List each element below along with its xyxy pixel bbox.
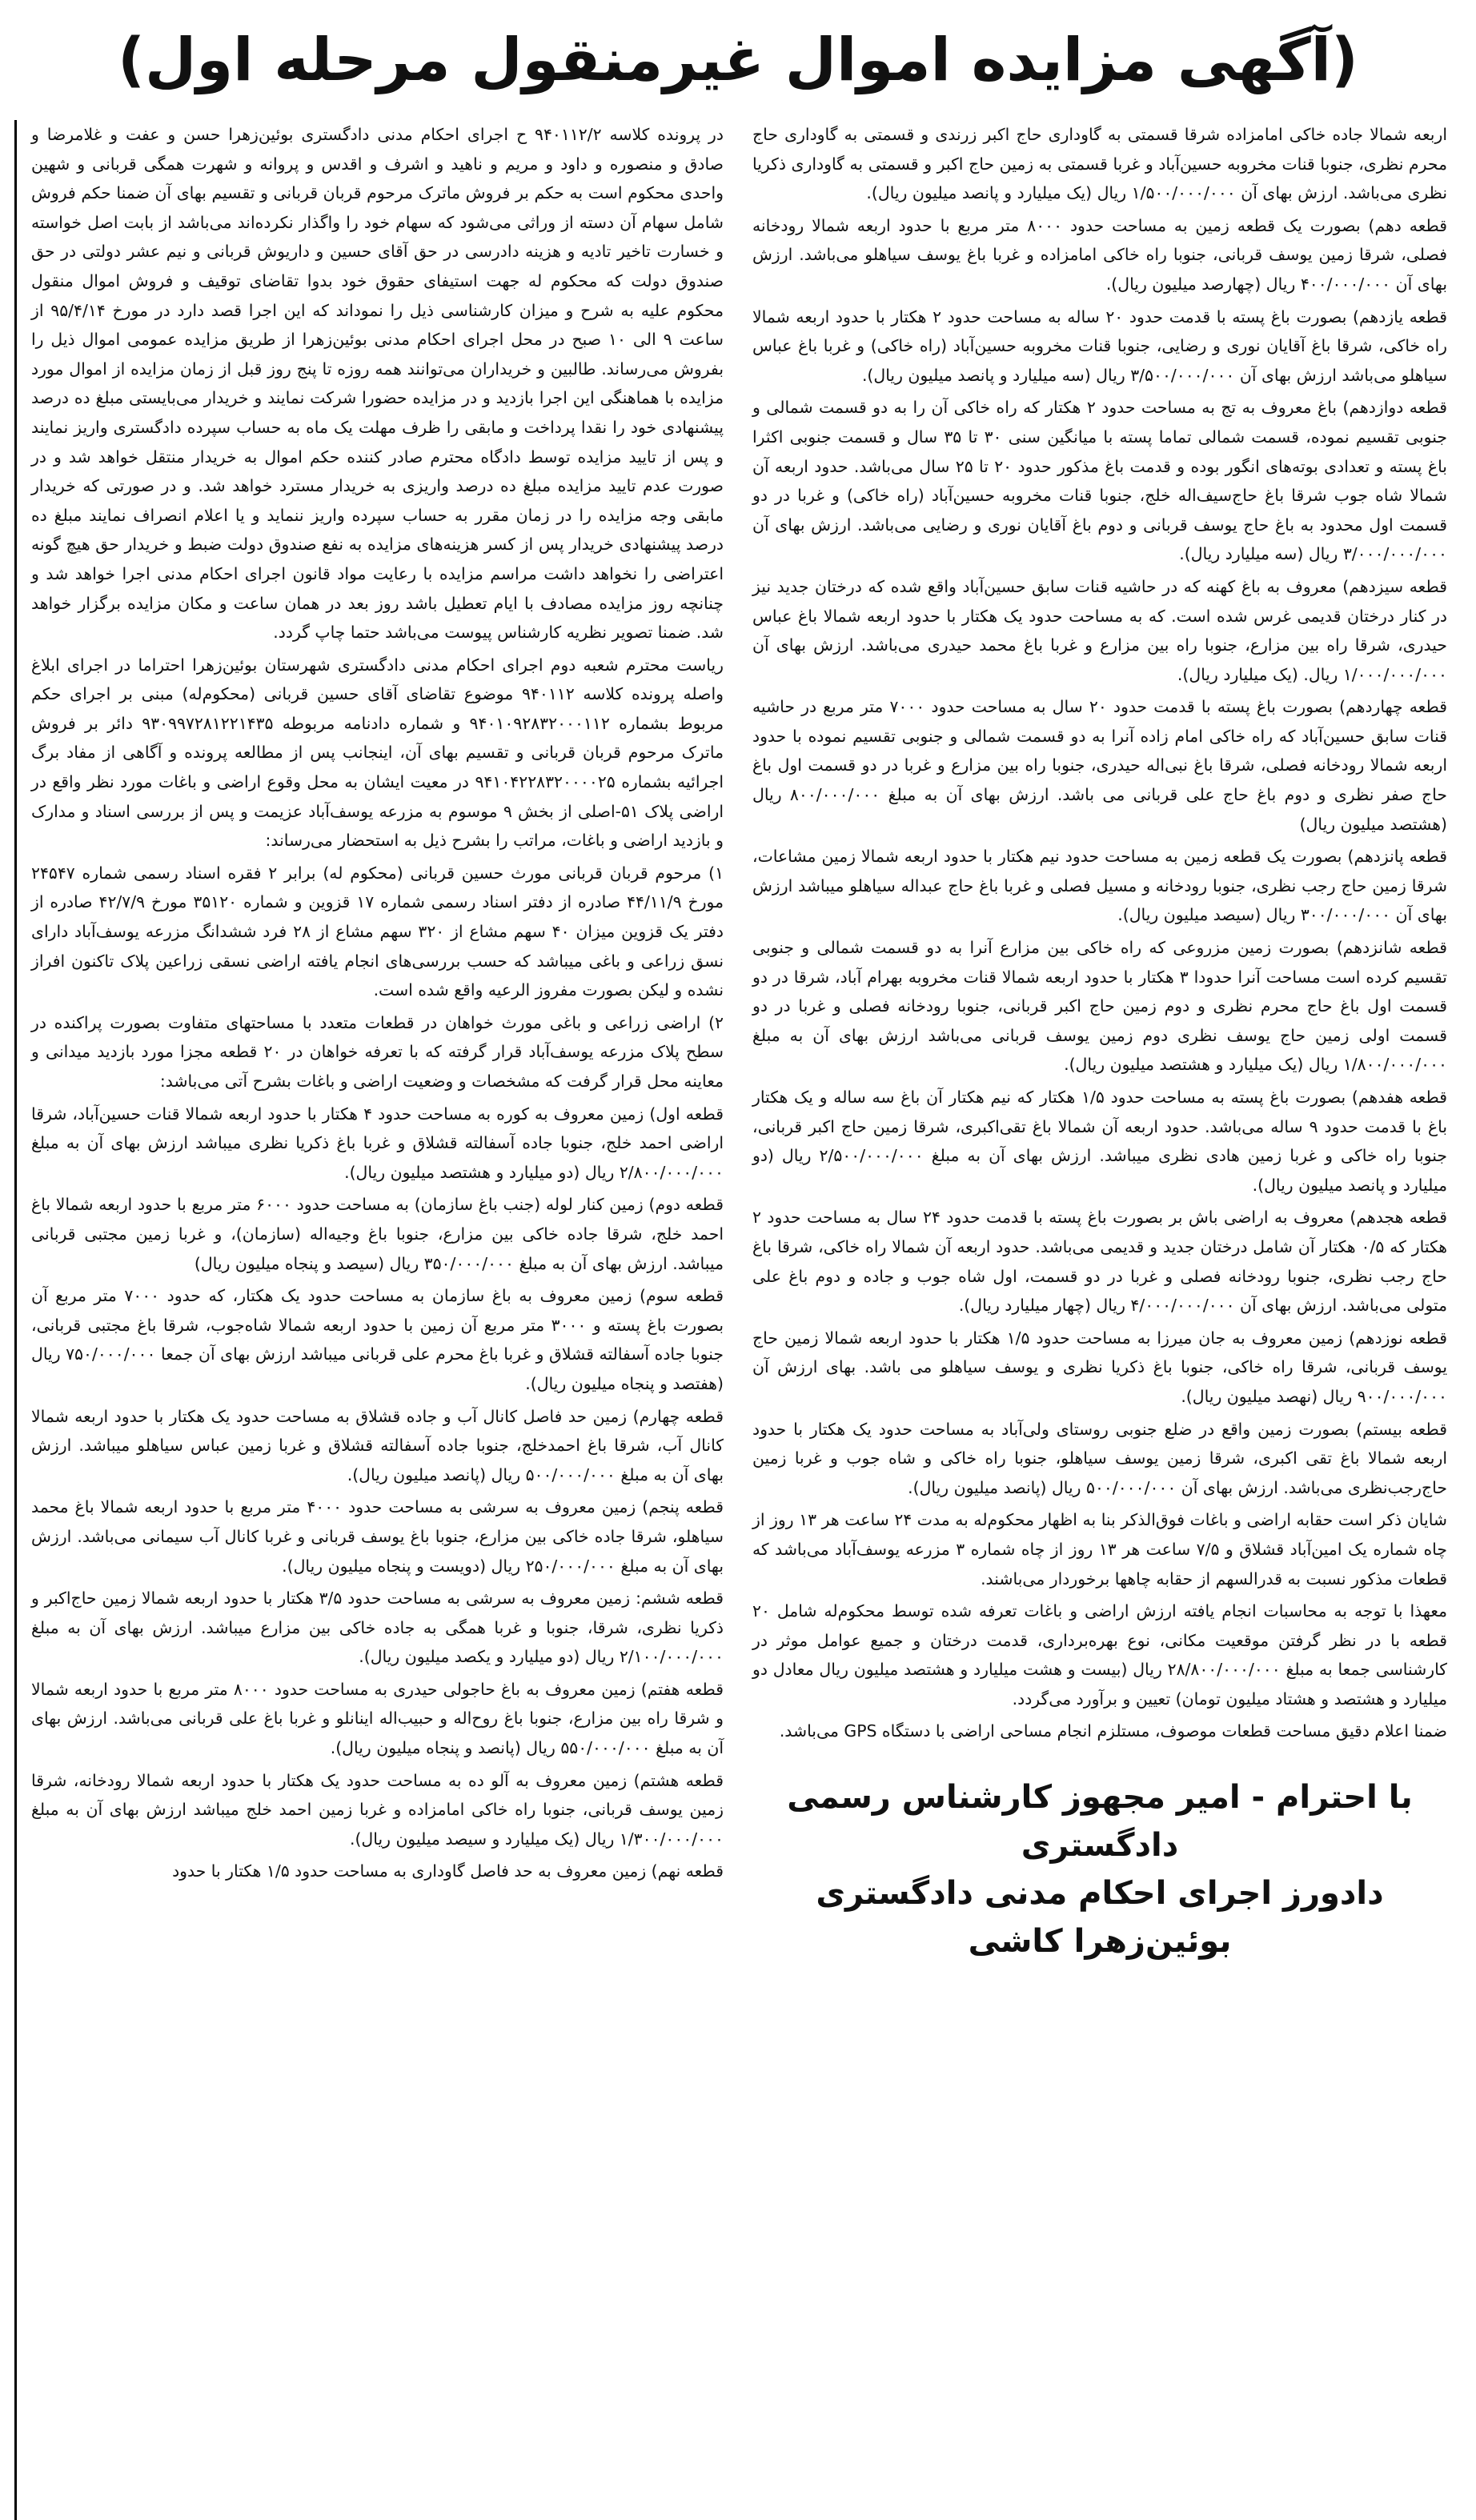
parcel-7: قطعه هفتم) زمین معروف به باغ حاجولی حیدری به مساحت حدود ۸۰۰۰ متر مربع با حدود اربعه شمالا و شرقا راه بین مزارع، جنوبا باغ روح‌اله و حبیب‌اله اینانلو و غربا باغ علی قربانی می‌باشد. ارزش بهای آن به مبلغ ۵۵۰/۰۰۰/۰۰۰ ریال (پانصد و پنجاه میلیون ریال).: [31, 1679, 724, 1758]
water-rights-paragraph: شایان ذکر است حقابه اراضی و باغات فوق‌الذکر بنا به اظهار محکوم‌له به مدت ۲۴ ساعت هر ۱۳ روز از چاه شماره یک امین‌آباد قشلاق و ۷/۵ ساعت هر ۱۳ روز از چاه شماره ۳ مزرعه یوسف‌آباد می‌باشد که قطعات مذکور نسبت به قدرالسهم از حقابه چاهها برخوردار می‌باشند.: [752, 1510, 1447, 1589]
gps-note-paragraph: ضمنا اعلام دقیق مساحت قطعات موصوف، مستلزم انجام مساحی اراضی با دستگاه GPS می‌باشد.: [779, 1721, 1447, 1741]
parcel-16: قطعه شانزدهم) بصورت زمین مزروعی که راه خاکی بین مزارع آنرا به دو قسمت شمالی و جنوبی تقسیم کرده است مساحت آنرا حدودا ۳ هکتار با حدود اربعه شمالا قنات مخروبه بهرام آباد، شرقا در دو قسمت اول باغ حاج محرم نظری و دوم زمین حاج اکبر قربانی، جنوبا رودخانه فصلی و غربا در دو قسمت اولی زمین حاج یوسف نظری دوم زمین یوسف قربانی می‌باشد ارزش بهای آن به مبلغ ۱/۸۰۰/۰۰۰/۰۰۰ ریال (یک میلیارد و هشتصد میلیون ریال).: [752, 938, 1447, 1075]
parcel-9-start: قطعه نهم) زمین معروف به حد فاصل گاوداری به مساحت حدود ۱/۵ هکتار با حدود: [172, 1861, 724, 1881]
parcel-9-continued: اربعه شمالا جاده خاکی امامزاده شرقا قسمتی به گاوداری حاج اکبر زرندی و قسمتی به گاوداری حاج محرم نظری، جنوبا قنات مخروبه حسین‌آباد و غربا قسمتی به زمین حاج اکبر و قسمتی به گاوداری ذکریا نظری می‌باشد. ارزش بهای آن ۱/۵۰۰/۰۰۰/۰۰۰ ریال (یک میلیارد و پانصد میلیون ریال).: [752, 125, 1447, 203]
parcels-overview-paragraph: ۲) اراضی زراعی و باغی مورث خواهان در قطعات متعدد با مساحتهای متفاوت بصورت پراکنده در سطح پلاک مزرعه یوسف‌آباد قرار گرفته که با تعرفه خواهان در ۲۰ قطعه مجزا مورد بازدید میدانی و معاینه محل قرار گرفت که مشخصات و وضعیت اراضی و باغات بشرح آتی می‌باشد:: [31, 1012, 724, 1091]
parcel-5: قطعه پنجم) زمین معروف به سرشی به مساحت حدود ۴۰۰۰ متر مربع با حدود اربعه شمالا باغ محمد سیاهلو، شرقا جاده خاکی بین مزارع، جنوبا باغ یوسف قربانی و غربا کانال آب سیمانی می‌باشد. ارزش بهای آن به مبلغ ۲۵۰/۰۰۰/۰۰۰ ریال (دویست و پنجاه میلیون ریال).: [31, 1497, 724, 1576]
ownership-paragraph: ۱) مرحوم قربان قربانی مورث حسین قربانی (محکوم له) برابر ۲ فقره اسناد رسمی شماره ۲۴۵۴۷ مورخ ۴۴/۱۱/۹ صادره از دفتر اسناد رسمی شماره ۱۷ قزوین و شماره ۳۵۱۲۰ مورخ ۴۲/۷/۹ صادره از دفتر یک قزوین میزان ۴۰ سهم مشاع از ۳۲۰ سهم مشاع از ۲۸ فرد ششدانگ مزرعه یوسف‌آباد دارای نسق زراعی و باغی میباشد که حسب بررسی‌های انجام یافته اراضی نسقی زراعین پلاک تاکنون افراز نشده و لیکن بصورت مفروز الرعیه واقع شده است.: [31, 863, 724, 1000]
parcel-19: قطعه نوزدهم) زمین معروف به جان میرزا به مساحت حدود ۱/۵ هکتار با حدود اربعه شمالا زمین حاج یوسف قربانی، شرقا راه خاکی، جنوبا باغ ذکریا نظری و یوسف سیاهلو می باشد. بهای ارزش آن ۹۰۰/۰۰۰/۰۰۰ ریال (نهصد میلیون ریال).: [752, 1328, 1447, 1406]
signature-bailiff: دادورز اجرای احکام مدنی دادگستری بوئین‌زهرا کاشی: [816, 1875, 1384, 1961]
parcel-13: قطعه سیزدهم) معروف به باغ کهنه که در حاشیه قنات سابق حسین‌آباد واقع شده که درختان جدید نیز در کنار درختان قدیمی غرس شده است. که به مساحت حدود یک هکتار با حدود اربعه شمالا باغ عباس حیدری، شرقا راه بین مزارع، جنوبا راه بین مزارع و غربا باغ محمد حیدری می‌باشد. ارزش بهای آن ۱/۰۰۰/۰۰۰/۰۰۰ ریال. (یک میلیارد ریال).: [752, 576, 1447, 684]
parcel-18: قطعه هجدهم) معروف به اراضی باش بر بصورت باغ پسته با قدمت حدود ۲۴ سال به مساحت حدود ۲ هکتار که ۰/۵ هکتار آن شامل درختان جدید و قدیمی می‌باشد. حدود اربعه آن شمالا راه خاکی، شرقا باغ حاج رجب نظری، جنوبا رودخانه فصلی و غربا در دو قسمت، اول شاه جوب و جاده و دوم باغ علی متولی می‌باشد. ارزش بهای آن ۴/۰۰۰/۰۰۰/۰۰۰ ریال (چهار میلیارد ریال).: [752, 1208, 1447, 1316]
signature-block: [752, 1773, 1447, 1965]
parcel-14: قطعه چهاردهم) بصورت باغ پسته با قدمت حدود ۲۰ سال به مساحت حدود ۷۰۰۰ متر مربع در حاشیه قنات سابق حسین‌آباد که راه خاکی امام زاده آنرا به دو قسمت شمالی و جنوبی تقسیم نموده با حدود اربعه شمالا رودخانه فصلی، شرقا باغ نبی‌اله حیدری، جنوبا راه بین مزارع و غربا در دو قسمت اول باغ حاج صفر نظری و دوم باغ حاج علی قربانی می باشد. ارزش بهای آن به مبلغ ۸۰۰/۰۰۰/۰۰۰ ریال (هشتصد میلیون ریال): [752, 697, 1447, 834]
left-column: [738, 120, 1462, 2520]
expert-report-paragraph: ریاست محترم شعبه دوم اجرای احکام مدنی دادگستری شهرستان بوئین‌زهرا احتراما در اجرای ابلاغ واصله پرونده کلاسه ۹۴۰۱۱۲ موضوع تقاضای آقای حسین قربانی (محکوم‌له) مبنی بر اجرای حکم مربوط بشماره ۹۴۰۱۰۹۲۸۳۲۰۰۰۱۱۲ و شماره دادنامه مربوطه ۹۳۰۹۹۷۲۸۱۲۲۱۴۳۵ دائر بر فروش ماترک مرحوم قربان قربانی و تقسیم بهای آن، اینجانب پس از مطالعه پرونده و آگاهی از مفاد برگ اجرائیه بشماره ۹۴۱۰۴۲۲۸۳۲۰۰۰۰۲۵ در معیت ایشان به محل وقوع اراضی و باغات مورد نظر واقع در اراضی پلاک ۵۱-اصلی از بخش ۹ موسوم به مزرعه یوسف‌آباد عزیمت و پس از بررسی اسناد و مدارک و بازدید اراضی و باغات، مراتب را بشرح ذیل به استحضار می‌رساند:: [31, 655, 724, 851]
right-column: [14, 120, 738, 2520]
intro-paragraph: در پرونده کلاسه ۹۴۰۱۱۲/۲ ح اجرای احکام مدنی دادگستری بوئین‌زهرا حسن و عفت و غلامرضا و صادق و منصوره و داود و مریم و ناهید و اشرف و اقدس و پروانه و شهرت همگی قربانی و شهین واحدی محکوم است به حکم بر فروش ماترک مرحوم قربان قربانی و تقسیم بهای آن ضمنا حکم فروش شامل سهام آن دسته از وراثی می‌شود که سهام خود را واگذار نکرده‌اند می‌باشد از بابت اصل خواسته و خسارت تاخیر تادیه و هزینه دادرسی در حق آقای حسین و داریوش قربانی و نیم عشر دولتی در حق صندوق دولت که محکوم له جهت استیفای حقوق خود بدوا تقاضای توقیف و فروش اموال منقول محکوم علیه به شرح و میزان کارشناسی ذیل را نموداند که این اجرا قصد دارد در مورخ ۹۵/۴/۱۴ از ساعت ۹ الی ۱۰ صبح در محل اجرای احکام مدنی بوئین‌زهرا از طریق مزایده عمومی اموال ذیل را بفروش می‌رساند. طالبین و خریداران می‌توانند همه روزه تا پنج روز قبل از زمان مزایده از اموال مورد مزایده با هماهنگی این اجرا بازدید و در مزایده حضورا شرکت نمایند و خریدار می‌بایستی مبلغ ده درصد پیشنهادی خود را نقدا پرداخت و مابقی را ظرف مهلت یک ماه به حساب سپرده دادگستری واریز نمایند و پس از تایید مزایده توسط دادگاه محترم صادر کننده حکم اموال به خریدار منتقل خواهد شد و در صورت عدم تایید مزایده مبلغ ده درصد واریزی به خریدار مسترد خواهد شد. و در صورتی که خریدار مابقی وجه مزایده را در زمان مقرر به حساب سپرده واریز ننماید و یا اعلام انصراف نمایند مبلغ ده درصد پیشنهادی خریدار پس از کسر هزینه‌های مزایده به نفع صندوق دولت ضبط و خریدار حق هیچ گونه اعتراضی را نخواهد داشت مراسم مزایده با رعایت مواد قانون اجرای احکام مدنی اجرا خواهد شد و چنانچه روز مزایده مصادف با ایام تعطیل باشد روز بعد در همان ساعت و مکان مزایده برگزار خواهد شد. ضمنا تصویر نظریه کارشناس پیوست می‌باشد حتما چاپ گردد.: [31, 125, 724, 643]
parcel-10: قطعه دهم) بصورت یک قطعه زمین به مساحت حدود ۸۰۰۰ متر مربع با حدود اربعه شمالا رودخانه فصلی، شرقا زمین یوسف قربانی، جنوبا راه خاکی امامزاده و غربا باغ یوسف سیاهلو می‌باشد. ارزش بهای آن ۴۰۰/۰۰۰/۰۰۰ ریال (چهارصد میلیون ریال).: [752, 215, 1448, 294]
parcel-17: قطعه هفدهم) بصورت باغ پسته به مساحت حدود ۱/۵ هکتار که نیم هکتار آن باغ سه ساله و یک هکتار باغ با قدمت حدود ۹ ساله می‌باشد. حدود اربعه آن شمالا باغ تقی‌اکبری، شرقا زمین حاج اکبر قربانی، جنوبا راه خاکی و غربا زمین هادی نظری میباشد. ارزش بهای آن به مبلغ ۲/۵۰۰/۰۰۰/۰۰۰ ریال (دو میلیارد و پانصد میلیون ریال).: [752, 1088, 1448, 1195]
signature-expert: با احترام - امیر مجهوز کارشناس رسمی دادگستری: [787, 1779, 1413, 1865]
parcel-2: قطعه دوم) زمین کنار لوله (جنب باغ سازمان) به مساحت حدود ۶۰۰۰ متر مربع با حدود اربعه شمالا باغ احمد خلج، شرقا جاده خاکی بین مزارع، جنوبا باغ وجیه‌اله (سازمان)، و غربا زمین مجتبی قربانی میباشد. ارزش بهای آن به مبلغ ۳۵۰/۰۰۰/۰۰۰ ریال (سیصد و پنجاه میلیون ریال): [31, 1195, 724, 1273]
total-valuation-paragraph: معهذا با توجه به محاسبات انجام یافته ارزش اراضی و باغات تعرفه شده توسط محکوم‌له شامل ۲۰ قطعه با در نظر گرفتن موقعیت مکانی، نوع بهره‌برداری، قدمت درختان و جمیع عوامل موثر در کارشناسی جمعا به مبلغ ۲۸/۸۰۰/۰۰۰/۰۰۰ ریال (بیست و هشت میلیارد و هشتصد میلیون ریال معادل دو میلیارد و هشتصد و هشتاد میلیون تومان) تعیین و برآورد می‌گردد.: [752, 1601, 1448, 1709]
parcel-11: قطعه یازدهم) بصورت باغ پسته با قدمت حدود ۲۰ ساله به مساحت حدود ۲ هکتار با حدود اربعه شمالا راه خاکی، شرقا باغ آقایان نوری و رضایی، جنوبا قنات مخروبه حسین‌آباد (راه خاکی) و غربا باغ عباس سیاهلو می‌باشد ارزش بهای آن ۳/۵۰۰/۰۰۰/۰۰۰ ریال (سه میلیارد و پانصد میلیون ریال).: [752, 306, 1447, 385]
parcel-1: قطعه اول) زمین معروف به کوره به مساحت حدود ۴ هکتار با حدود اربعه شمالا قنات حسین‌آباد، شرقا اراضی احمد خلج، جنوبا جاده آسفالته قشلاق و غربا باغ ذکریا نظری میباشد ارزش بهای آن به مبلغ ۲/۸۰۰/۰۰۰/۰۰۰ ریال (دو میلیارد و هشتصد میلیون ریال).: [31, 1104, 724, 1182]
notice-header: [14, 0, 1462, 120]
notice-body: [14, 120, 1462, 2520]
parcel-12: قطعه دوازدهم) باغ معروف به تج به مساحت حدود ۲ هکتار که راه خاکی آن را به دو قسمت شمالی و جنوبی تقسیم نموده، قسمت شمالی تماما پسته با میانگین سنی ۳۰ تا ۳۵ سال و قسمت جنوبی اکثرا باغ پسته و تعدادی بوته‌های انگور بوده و قدمت باغ مذکور حدود ۲۰ تا ۲۵ سال می‌باشد. حدود اربعه آن شمالا شاه جوب شرقا باغ حاج‌سیف‌اله خلج، جنوبا قنات مخروبه حسین‌آباد (راه خاکی) و غربا در دو قسمت اول محدود به باغ حاج یوسف قربانی و دوم باغ آقایان نوری و رضایی می‌باشد. ارزش بهای آن ۳/۰۰۰/۰۰۰/۰۰۰ ریال (سه میلیارد ریال).: [752, 398, 1447, 564]
parcel-8: قطعه هشتم) زمین معروف به آلو ده به مساحت حدود یک هکتار با حدود اربعه شمالا رودخانه، شرقا زمین یوسف قربانی، جنوبا راه خاکی امامزاده و غربا زمین احمد خلج میباشد ارزش بهای آن به مبلغ ۱/۳۰۰/۰۰۰/۰۰۰ ریال (یک میلیارد و سیصد میلیون ریال).: [31, 1770, 724, 1849]
parcel-20: قطعه بیستم) بصورت زمین واقع در ضلع جنوبی روستای ولی‌آباد به مساحت حدود یک هکتار با حدود اربعه شمالا باغ تقی اکبری، شرقا زمین یوسف سیاهلو، جنوبا راه خاکی و شاه جوب و غربا زمین حاج‌رجب‌نظری می‌باشد. ارزش بهای آن ۵۰۰/۰۰۰/۰۰۰ ریال (پانصد میلیون ریال).: [752, 1419, 1447, 1497]
parcel-15: قطعه پانزدهم) بصورت یک قطعه زمین به مساحت حدود نیم هکتار با حدود اربعه شمالا زمین مشاعات، شرقا زمین حاج رجب نظری، جنوبا رودخانه و مسیل فصلی و غربا باغ حاج عبداله سیاهلو میباشد ارزش بهای آن ۳۰۰/۰۰۰/۰۰۰ ریال (سیصد میلیون ریال).: [752, 847, 1447, 925]
parcel-6: قطعه ششم: زمین معروف به سرشی به مساحت حدود ۳/۵ هکتار با حدود اربعه شمالا زمین حاج‌اکبر و ذکریا نظری، شرقا، جنوبا و غربا همگی به جاده خاکی بین مزارع میباشد. ارزش بهای آن به مبلغ ۲/۱۰۰/۰۰۰/۰۰۰ ریال (دو میلیارد و یکصد میلیون ریال).: [31, 1589, 724, 1667]
notice-title: (آگهی مزایده اموال غیرمنقول مرحله اول): [118, 26, 1358, 94]
parcel-3: قطعه سوم) زمین معروف به باغ سازمان به مساحت حدود یک هکتار، که حدود ۷۰۰۰ متر مربع آن بصورت باغ پسته و ۳۰۰۰ متر مربع آن زمین با حدود اربعه شمالا شاه‌جوب، شرقا باغ مجتبی قربانی، جنوبا جاده آسفالته قشلاق و غربا باغ محرم علی قربانی میباشد ارزش بهای آن جمعا ۷۵۰/۰۰۰/۰۰۰ ریال (هفتصد و پنجاه میلیون ریال).: [31, 1286, 724, 1393]
parcel-4: قطعه چهارم) زمین حد فاصل کانال آب و جاده قشلاق به مساحت حدود یک هکتار با حدود اربعه شمالا کانال آب، شرقا باغ احمدخلج، جنوبا جاده آسفالته قشلاق و غربا زمین عباس سیاهلو میباشد. ارزش بهای آن به مبلغ ۵۰۰/۰۰۰/۰۰۰ ریال (پانصد میلیون ریال).: [31, 1406, 724, 1484]
